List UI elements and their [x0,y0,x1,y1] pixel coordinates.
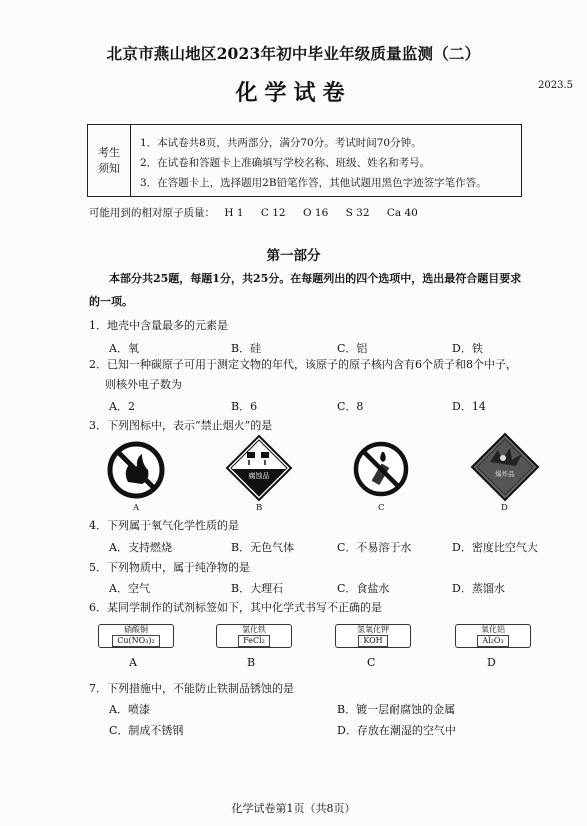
option-c: C．不易溶于水 [337,541,412,554]
figure-letter: D [501,503,508,513]
option-d: D．铁 [452,342,483,355]
exam-date: 2023.5 [538,80,573,91]
option-a: A．喷漆 [109,703,150,716]
notice-label: 考生 须知 [88,125,131,196]
option-a: A．支持燃烧 [109,541,172,554]
question-stem: 6．某同学制作的试剂标签如下，其中化学式书写不正确的是 [89,601,382,614]
page-footer: 化学试卷第1页（共8页） [231,802,356,815]
label-letter: A [129,656,137,669]
reagent-label: 氯化铁 FeCl₂ [216,624,292,648]
exam-title: 北京市燕山地区2023年初中毕业年级质量监测（二） [106,44,481,63]
part-intro: 本部分共25题，每题1分，共25分。在每题列出的四个选项中，选出最符合题目要求 [109,272,522,285]
option-c: C．8 [337,400,364,413]
question-stem: 1．地壳中含量最多的元素是 [89,319,228,332]
option-d: D．14 [452,400,486,413]
question-stem: 5．下列物质中，属于纯净物的是 [89,561,250,574]
question-stem: 4．下列属于氧气化学性质的是 [89,519,239,532]
option-b: B．硅 [231,342,262,355]
label-letter: B [247,656,256,669]
option-b: B．无色气体 [231,541,295,554]
candidate-notice-box [87,124,522,197]
option-c: C．食盐水 [337,582,390,595]
figure-letter: C [378,503,385,513]
part-title: 第一部分 [266,248,321,264]
question-stem: 3．下列图标中，表示“禁止烟火”的是 [89,419,273,432]
reagent-label: 氧化铝 Al₂O₃ [455,624,531,648]
exam-subject: 化学试卷 [235,80,352,106]
no-burning-sign-icon [106,440,166,500]
question-stem: 2．已知一种碳原子可用于测定文物的年代，该原子的原子核内含有6个质子和8个中子， [89,358,517,371]
notice-line: 3．在答题卡上，选择题用2B铅笔作答，其他试题用黑色字迹签字笔作答。 [140,177,487,189]
option-d: D．蒸馏水 [452,582,505,595]
option-d: D．密度比空气大 [452,541,538,554]
option-d: D．存放在潮湿的空气中 [337,724,456,737]
option-a: A．氧 [109,342,139,355]
option-c: C．铝 [337,342,368,355]
label-letter: D [487,656,496,669]
figure-letter: A [133,503,140,513]
atomic-masses: 可能用到的相对原子质量： H 1 C 12 O 16 S 32 Ca 40 [89,207,418,219]
option-a: A．空气 [109,582,150,595]
option-c: C．制成不锈钢 [109,724,184,737]
option-b: B．大理石 [231,582,284,595]
part-intro-cont: 的一项。 [89,295,133,308]
question-stem: 7．下列措施中，不能防止铁制品锈蚀的是 [89,682,294,695]
option-b: B．6 [231,400,258,413]
notice-line: 2．在试卷和答题卡上准确填写学校名称、班级、姓名和考号。 [140,157,431,169]
explosive-sign-icon [470,432,540,502]
corrosive-sign-icon [225,434,293,502]
explosive-sign-text: 爆炸品 [495,470,515,478]
no-lighter-sign-icon [352,440,410,498]
option-b: B．镀一层耐腐蚀的金属 [337,703,456,716]
reagent-label: 硝酸铜 Cu(NO₃)₂ [98,624,174,648]
notice-lines [140,133,487,193]
option-a: A．2 [109,400,135,413]
notice-line: 1．本试卷共8页，共两部分，满分70分。考试时间70分钟。 [140,137,422,149]
label-letter: C [367,656,376,669]
question-stem-cont: 则核外电子数为 [105,378,182,391]
corrosive-sign-text: 腐蚀品 [248,472,270,480]
figure-letter: B [256,503,263,513]
reagent-label: 氢氧化钾 KOH [335,624,411,648]
